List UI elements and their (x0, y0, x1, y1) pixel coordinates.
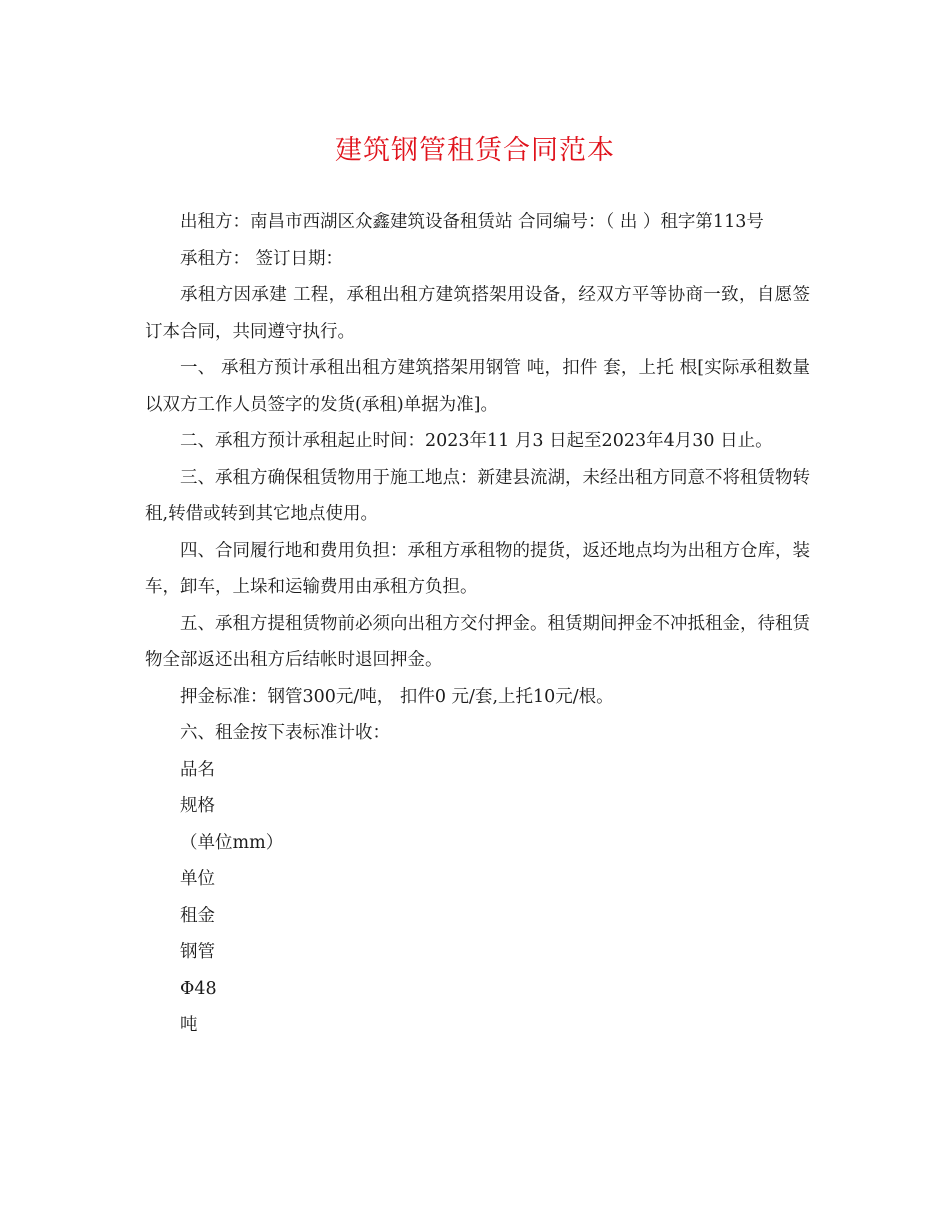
clause-1: 一、 承租方预计承租出租方建筑搭架用钢管 吨，扣件 套，上托 根[实际承租数量以双方工作人员签字的发货(承租)单据为准]。 (145, 358, 810, 415)
table-cell-rent: 租金 (180, 905, 215, 926)
table-cell-steel-pipe: 钢管 (180, 942, 215, 962)
clause-6: 六、租金按下表标准计收： (180, 723, 390, 743)
paragraph-lessor: 出租方：南昌市西湖区众鑫建筑设备租赁站 合同编号：（ 出 ）租字第113号 (180, 212, 764, 232)
deposit-standard: 押金标准：钢管300元/吨， 扣件0 元/套,上托10元/根。 (180, 686, 614, 707)
table-cell-item-name: 品名 (180, 759, 215, 780)
table-cell-spec: 规格 (180, 796, 215, 816)
document-title: 建筑钢管租赁合同范本 (335, 135, 615, 166)
clause-5: 五、承租方提租赁物前必须向出租方交付押金。租赁期间押金不冲抵租金，待租赁物全部返还出租方后结帐时退回押金。 (145, 613, 810, 670)
clause-4: 四、合同履行地和费用负担：承租方承租物的提货，返还地点均为出租方仓库，装车，卸车，上垛和运输费用由承租方负担。 (145, 540, 810, 597)
clause-2: 二、承租方预计承租起止时间：2023年11 月3 日起至2023年4月30 日止。 (180, 431, 773, 451)
clause-3: 三、承租方确保租赁物用于施工地点：新建县流湖，未经出租方同意不将租赁物转租,转借或转到其它地点使用。 (145, 467, 810, 524)
paragraph-lessee: 承租方： 签订日期： (180, 248, 344, 269)
table-cell-ton: 吨 (180, 1015, 198, 1035)
table-cell-spec-unit: （单位mm） (180, 832, 284, 853)
table-cell-phi48: Φ48 (180, 978, 217, 999)
table-cell-unit: 单位 (180, 869, 215, 889)
document-body (145, 204, 810, 1044)
paragraph-preamble: 承租方因承建 工程，承租出租方建筑搭架用设备，经双方平等协商一致，自愿签订本合同，共同遵守执行。 (145, 285, 810, 342)
